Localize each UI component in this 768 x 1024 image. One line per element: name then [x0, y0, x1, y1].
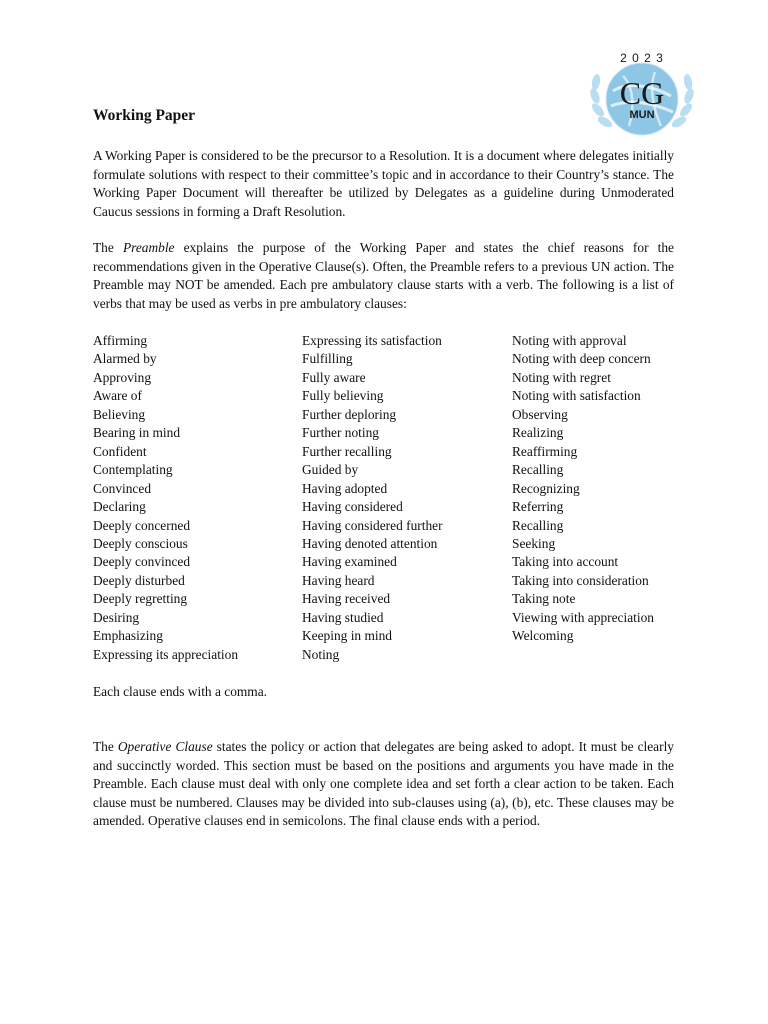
verb-item: Deeply convinced: [93, 554, 191, 570]
verb-item: Taking note: [512, 591, 576, 607]
verb-item: Fully aware: [302, 369, 366, 385]
preamble-term: Preamble: [122, 240, 175, 255]
verb-item: Seeking: [512, 535, 556, 551]
verb-item: Having examined: [302, 554, 397, 570]
preambulatory-verb-list: [93, 332, 693, 664]
verb-item: Expressing its appreciation: [93, 646, 239, 662]
verb-item: Noting: [302, 646, 340, 662]
verb-item: Fully believing: [302, 388, 384, 404]
verb-item: Reaffirming: [512, 443, 578, 459]
verb-item: Aware of: [93, 388, 142, 404]
verb-item: Deeply concerned: [93, 517, 191, 533]
preamble-text: explains the purpose of the Working Paper and states the chief reasons for the recommendations given in the Operative Clause(s). Often, the Preamble refers to a previous UN action. The Preamble may NOT be amended. Each pre ambulatory clause starts with a verb. The following is a list of verbs that may be used as verbs in pre ambulatory clauses:: [93, 240, 674, 311]
verb-item: Declaring: [93, 499, 146, 515]
verb-column-1: [93, 332, 302, 664]
verb-item: Having heard: [302, 572, 375, 588]
operative-lead: The: [93, 739, 118, 754]
preamble-lead: The: [93, 240, 123, 255]
verb-item: Noting with deep concern: [512, 351, 651, 367]
verb-item: Further recalling: [302, 443, 392, 459]
verb-item: Confident: [93, 443, 147, 459]
verb-item: Deeply regretting: [93, 591, 188, 607]
verb-item: Further deploring: [302, 406, 397, 422]
verb-item: Believing: [93, 406, 146, 422]
verb-item: Viewing with appreciation: [512, 609, 654, 625]
verb-item: Emphasizing: [93, 628, 163, 644]
verb-item: Welcoming: [512, 628, 574, 644]
logo-year: 2 0 2 3: [620, 51, 664, 65]
verb-item: Recalling: [512, 462, 564, 478]
verb-item: Affirming: [93, 333, 148, 348]
verb-item: Expressing its satisfaction: [302, 333, 442, 348]
verb-item: Having considered further: [302, 517, 443, 533]
verb-item: Deeply disturbed: [93, 572, 185, 588]
intro-paragraph: A Working Paper is considered to be the precursor to a Resolution. It is a document where delegates initially formulate solutions with respect to their committee’s topic and in accordance to their Country’s stance. The Working Paper Document will thereafter be utilized by Delegates as a guideline during Unmoderated Caucus sessions in forming a Draft Resolution.: [93, 148, 674, 219]
comma-note: Each clause ends with a comma.: [93, 684, 268, 699]
verb-item: Noting with regret: [512, 369, 611, 385]
verb-item: Noting with approval: [512, 333, 627, 348]
logo-label: MUN: [629, 109, 655, 121]
verb-item: Contemplating: [93, 462, 173, 478]
page-title: Working Paper: [93, 107, 196, 124]
verb-item: Bearing in mind: [93, 425, 181, 441]
verb-item: Desiring: [93, 609, 140, 625]
operative-term: Operative Clause: [117, 739, 213, 754]
verb-item: Observing: [512, 406, 568, 422]
verb-item: Having received: [302, 591, 391, 607]
verb-item: Noting with satisfaction: [512, 388, 641, 404]
verb-item: Referring: [512, 499, 564, 515]
verb-column-2: [302, 332, 512, 664]
verb-item: Recalling: [512, 517, 564, 533]
verb-item: Realizing: [512, 425, 564, 441]
preamble-paragraph: [93, 239, 674, 313]
logo-monogram: CG: [619, 75, 665, 111]
cgmun-logo: [583, 46, 701, 138]
verb-item: Keeping in mind: [302, 628, 393, 644]
un-emblem-icon: [583, 46, 701, 138]
verb-item: Taking into consideration: [512, 572, 649, 588]
verb-item: Alarmed by: [93, 351, 157, 367]
verb-item: Having considered: [302, 499, 403, 515]
operative-text: states the policy or action that delegates are being asked to adopt. It must be clearly and succinctly worded. This section must be based on the positions and arguments you have made in the Preamble. Each clause must deal with only one complete idea and set forth a clear action to be taken. Each clause must be numbered. Clauses may be divided into sub-clauses using (a), (b), etc. These clauses may be amended. Operative clauses end in semicolons. The final clause ends with a period.: [93, 739, 674, 829]
verb-item: Having adopted: [302, 480, 388, 496]
operative-paragraph: [93, 738, 674, 831]
verb-item: Deeply conscious: [93, 535, 188, 551]
verb-item: Having studied: [302, 609, 384, 625]
verb-item: Convinced: [93, 480, 152, 496]
verb-column-3: [512, 332, 692, 664]
verb-item: Recognizing: [512, 480, 580, 496]
verb-item: Approving: [93, 369, 152, 385]
verb-item: Taking into account: [512, 554, 619, 570]
verb-item: Having denoted attention: [302, 535, 438, 551]
verb-item: Fulfilling: [302, 351, 353, 367]
verb-item: Guided by: [302, 462, 359, 478]
verb-item: Further noting: [302, 425, 379, 441]
